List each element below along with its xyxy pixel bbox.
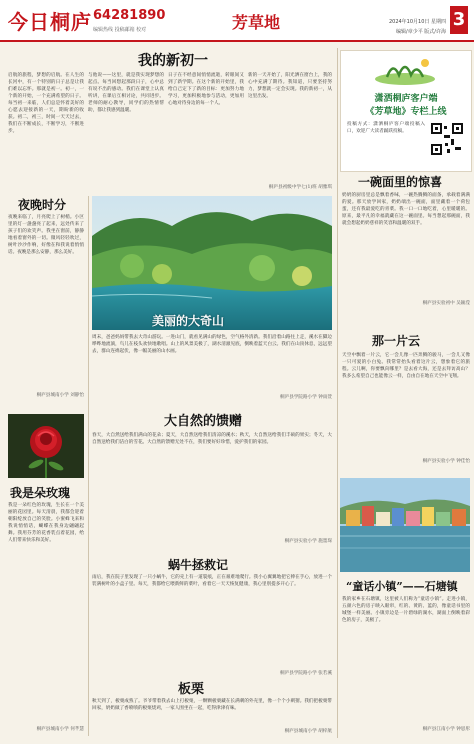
article-nature-text: 春天，大自然送给我们满山的花朵；夏天，大自然送给我们清凉的溪水；秋天，大自然送给我们丰硕的果实；冬天，大自然送给我们洁白的雪花。大自然的馈赠无处不在，我们要好好珍惜，爱护我们的家园。 xyxy=(92,433,332,445)
article-title-snail: 蜗牛拯救记 xyxy=(168,558,229,572)
article-title-night: 夜晚时分 xyxy=(18,198,67,212)
article-shitang-text: 我的家乡在石塘镇，这里被人们称为“童话小镇”。走进小镇，五颜六色的房子映入眼帘，红的、黄的、蓝的，像童话书里的城堡一样美丽。小镇旁边是一片碧绿的湖水，湖面上倒映着彩色的房子，美极了。 xyxy=(342,597,470,623)
article-chestnut-byline: 桐庐县城南小学 胡梓航 xyxy=(284,729,332,734)
column-divider xyxy=(337,48,338,738)
rose-photo xyxy=(8,414,84,478)
column-divider xyxy=(88,196,89,736)
section-title: 芳草地 xyxy=(232,13,281,32)
article-surprise-byline: 桐庐县实验初中 吴颖滢 xyxy=(422,301,470,306)
article-rose-byline: 桐庐县城南小学 何芊慧 xyxy=(36,727,84,732)
article-title-rose: 我是朵玫瑰 xyxy=(10,486,71,500)
article-night-text: 夜晚来临了，月亮爬上了树梢。小区里的灯一盏盏亮了起来，远处传来了孩子们的欢笑声。我坐在窗前，静静地看着窗外的一切。微风轻轻吹过，树叶沙沙作响，好像在和我说着悄悄话。夜晚是那么安静，那么美好。 xyxy=(8,215,84,255)
article-snail-byline: 桐庐县学院路小学 张若溪 xyxy=(280,671,332,676)
article-first-col1: 启航的旅程，梦想的启航。在人生的长河中，有一个特别的日子总是让我们难以忘怀。那就是初一。初一，一个新的开始，一个充满希望的日子。每当初一来临，人们总是怀着美好的心愿去迎接新的一天，期盼新的收获。初二，初三，时间一天天过去，我们在不断成长，不断学习，不断进步。 xyxy=(8,73,84,134)
article-title-shitang: “童话小镇”——石塘镇 xyxy=(346,580,458,593)
article-rose-text: 我是一朵红色的玫瑰，生长在一个美丽的花园里。每天清晨，我都会迎着朝阳绽放自己的笑脸。小蜜蜂飞来和我说悄悄话，蝴蝶在我身边翩翩起舞。我用芬芳的花香装点着花园，给人们带来快乐和美好。 xyxy=(8,503,84,543)
article-night-byline: 桐庐县城南小学 刘静怡 xyxy=(36,393,84,398)
article-cloud-text: 天空中飘着一片云，它一会儿像一匹奔腾的骏马，一会儿又像一只可爱的小白兔。我常常抬头看着这片云，想象着它的旅程。云儿啊，你要飘向哪里？是去看大海，还是去拜访高山？我多么希望自己也能像云一样，自由自在地在天空中飞翔。 xyxy=(342,353,470,379)
ad-title: 潇洒桐庐客户端 xyxy=(374,94,438,104)
shitang-photo xyxy=(340,478,470,572)
editors-line: 编辑热线 投稿邮箱 校对 xyxy=(93,27,147,33)
hotline-number: 64281890 xyxy=(93,8,166,23)
masthead: 今日桐庐 xyxy=(8,10,92,34)
article-title-surprise: 一碗面里的惊喜 xyxy=(358,175,443,189)
header-rule xyxy=(0,40,474,42)
article-first-col2: 与他说——这里，就是我实现梦想的起点。每当回想起那段日子，心中总有说不出的感动。我们在课堂上认真听讲，在课后互相讨论，共同进步。老师的耐心教导，同学们的热情帮助，都让我感到温暖。 xyxy=(88,73,164,113)
article-title-first-new-year: 我的新初一 xyxy=(138,53,208,69)
article-first-byline: 桐庐县初级中学七(1)班 胡雅琪 xyxy=(268,185,332,190)
page-header xyxy=(0,0,474,40)
article-snail-text: 雨后，我在院子里发现了一只小蜗牛，它的壳上有一道裂痕，正在艰难地爬行。我小心翼翼地把它捧在手心，放进一个装满树叶的小盒子里。每天，我都给它喂新鲜的菜叶，看着它一天天恢复健康，我心里别提多开心了。 xyxy=(92,575,332,587)
article-daqi-byline: 桐庐县学院路小学 钟雨萱 xyxy=(280,395,332,400)
daqi-mountain-photo xyxy=(92,196,332,330)
ad-text: 投稿方式：潇洒桐庐客户端投稿入口，欢迎广大读者踊跃投稿。 xyxy=(347,122,425,134)
article-title-chestnut: 板栗 xyxy=(178,682,205,697)
article-nature-byline: 桐庐县实验小学 施墨琛 xyxy=(284,539,332,544)
article-title-nature: 大自然的馈赠 xyxy=(164,414,243,429)
issue-credits: 编辑/章少平 版式/许海 xyxy=(396,29,446,35)
page-number: 3 xyxy=(450,6,468,34)
article-daqi-text: 周末，爸爸妈妈带我去大奇山游玩。一进山门，就看见满山的绿色，空气格外清新。我们沿着山路往上走，溪水在脚边哗哗地流淌，鸟儿在枝头欢快地歌唱。山上的风景美极了，湖水清澈见底，倒映着蓝天白云。我们在山顶休息，远远望去，群山连绵起伏，像一幅美丽的山水画。 xyxy=(92,335,332,354)
article-cloud-byline: 桐庐县实验小学 钟佳怡 xyxy=(422,459,470,464)
fangcaodi-logo-icon xyxy=(369,55,441,87)
daqi-caption: 美丽的大奇山 xyxy=(152,314,225,328)
article-first-col3: 日子在不经意间悄悄流逝，转眼间又到了新学期。在这个新的开始里，我给自己定下了新的目标：更加努力地学习，更加积极地参与活动，更加用心地对待身边的每一个人。 xyxy=(168,73,244,106)
article-chestnut-text: 秋天到了，板栗成熟了。爷爷带着我去山上打板栗，一颗颗板栗藏在长满刺的外壳里，像一个个小刺猬。我们把板栗带回家，奶奶做了香喷喷的板栗烧鸡，一家人围坐在一起，吃得津津有味。 xyxy=(92,699,332,711)
client-ad-box xyxy=(340,50,472,172)
article-title-cloud: 那一片云 xyxy=(372,334,421,348)
article-first-col4: 新的一天开始了，阳光洒在窗台上，我的心中充满了期待。我知道，只要坚持努力，梦想就一定会实现。我的新初一，从这里出发。 xyxy=(248,73,332,99)
ad-subtitle: 《芳草地》专栏上线 xyxy=(365,107,447,117)
qr-code-icon xyxy=(431,123,463,155)
article-shitang-byline: 桐庐县江南小学 钟思彤 xyxy=(422,727,470,732)
article-surprise-text: 奶奶的厨房里总是飘着香味，一碗热腾腾的面条，承载着满满的爱。那天放学回家，奶奶端出一碗面，面里藏着一个荷包蛋，还有我最爱吃的青菜。我一口一口地吃着，心里暖暖的。原来，最平凡的幸福就藏在这一碗面里。每当想起那碗面，我就会想起奶奶慈祥的笑容和温暖的双手。 xyxy=(342,193,470,226)
issue-date: 2024年10月10日 星期四 xyxy=(388,19,446,25)
